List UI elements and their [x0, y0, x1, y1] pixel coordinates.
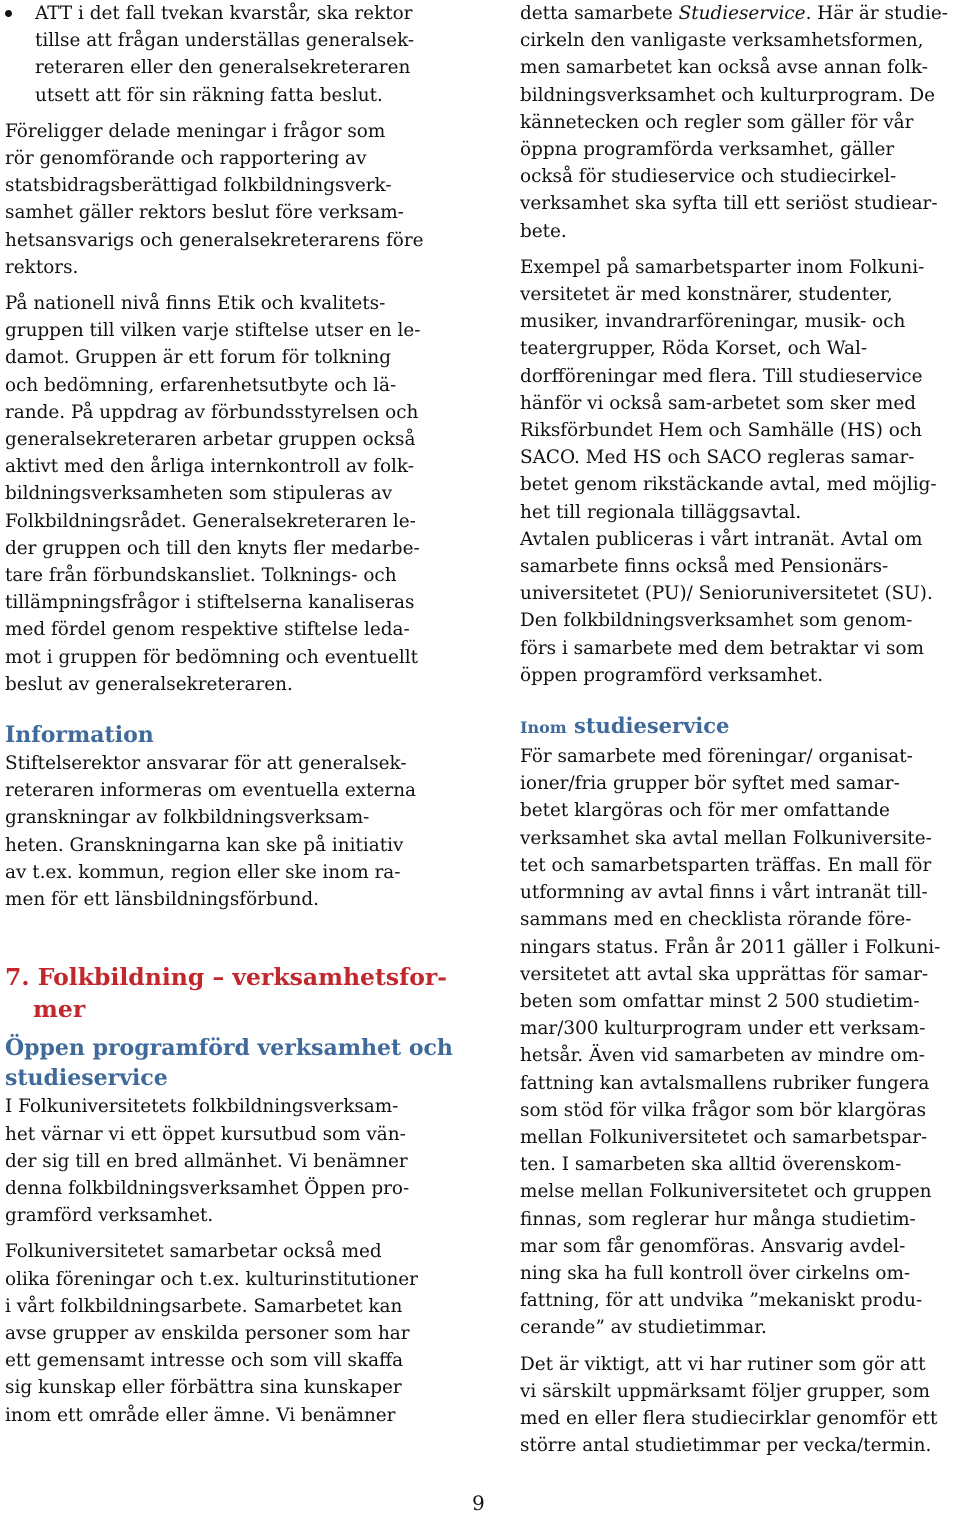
text-line: mot i gruppen för bedömning och eventuellt [5, 646, 418, 668]
right-column [520, 0, 960, 1468]
text-line: av t.ex. kommun, region eller ske inom ra- [5, 861, 401, 883]
text-line: het till regionala tilläggsavtal. [520, 501, 802, 523]
text-line: tillämpningsfrågor i stiftelserna kanaliseras [5, 592, 415, 614]
text-line: sammans med en checklista rörande före- [520, 909, 912, 931]
text-line: inom ett område eller ämne. Vi benämner [5, 1404, 396, 1426]
text-line: Den folkbildningsverksamhet som genom- [520, 610, 913, 632]
text-line: ningars status. Från år 2011 gäller i Folkuni- [520, 936, 941, 958]
text-line: men för ett länsbildningsförbund. [5, 889, 320, 911]
text-line: teatergrupper, Röda Korset, och Wal- [520, 338, 868, 360]
paragraph-delade-meningar [5, 118, 455, 281]
paragraph-oppen-programford [5, 1093, 455, 1229]
text-line: med en eller flera studiecirklar genomför ett [520, 1407, 938, 1429]
paragraph-exempel-samarbetsparter [520, 254, 960, 689]
text-line: verksamhet ska avtal mellan Folkuniversite- [520, 827, 932, 849]
paragraph-studieservice [520, 0, 960, 245]
text-line: Folkbildningsrådet. Generalsekreteraren le- [5, 510, 416, 532]
bullet-item [5, 0, 455, 109]
text-line: fattning kan avtalsmallens rubriker fungera [520, 1072, 930, 1094]
text-line: verksamhet ska syfta till ett seriöst studiear- [520, 193, 938, 215]
text-line: fattning, för att undvika ”mekaniskt produ- [520, 1290, 923, 1312]
text-line: För samarbete med föreningar/ organisat- [520, 746, 913, 768]
text-line: cirkeln den vanligaste verksamhetsformen, [520, 30, 924, 52]
text-line: bete. [520, 220, 567, 242]
text-line: och bedömning, erfarenhetsutbyte och lä- [5, 374, 397, 396]
text-line: Det är viktigt, att vi har rutiner som gör att [520, 1353, 926, 1375]
text-line: rör genomförande och rapportering av [5, 148, 367, 170]
text-line: heten. Granskningarna kan ske på initiativ [5, 834, 404, 856]
left-column [5, 0, 455, 1438]
text-line: samhet gäller rektors beslut före verksam- [5, 202, 404, 224]
text-line: het värnar vi ett öppet kursutbud som vän- [5, 1123, 406, 1145]
text-line: musiker, invandrarföreningar, musik- och [520, 311, 906, 333]
text-line: bildningsverksamheten som stipuleras av [5, 483, 393, 505]
paragraph-samarbetar [5, 1238, 455, 1428]
text-line: gruppen till vilken varje stiftelse utser en le- [5, 320, 421, 342]
text-line: bildningsverksamhet och kulturprogram. De [520, 84, 935, 106]
bullet-text [35, 0, 455, 109]
text-line: tare från förbundskansliet. Tolknings- och [5, 565, 397, 587]
text-line: statsbidragsberättigad folkbildningsverk- [5, 175, 392, 197]
text-line: cerande” av studietimmar. [520, 1317, 767, 1339]
text-line: aktivt med den årliga internkontroll av folk- [5, 456, 414, 478]
text-line: Riksförbundet Hem och Samhälle (HS) och [520, 420, 922, 442]
text-line: gramförd verksamhet. [5, 1205, 214, 1227]
page-number: 9 [472, 1491, 485, 1515]
text-line: reteraren eller den generalsekreteraren [35, 57, 411, 79]
text-line: förs i samarbete med dem betraktar vi som [520, 637, 924, 659]
text-line: versitetet är med konstnärer, studenter, [520, 284, 893, 306]
section-number: 7. [5, 963, 30, 992]
heading-oppen-programford [5, 1033, 455, 1093]
text-line: också för studieservice och studiecirkel- [520, 166, 897, 188]
text-line: detta samarbete Studieservice. Här är studie- [520, 3, 948, 24]
text-line: Exempel på samarbetsparter inom Folkuni- [520, 256, 925, 278]
text-line: kännetecken och regler som gäller för vår [520, 111, 914, 133]
text-line: avse grupper av enskilda personer som har [5, 1322, 410, 1344]
text-line: På nationell nivå finns Etik och kvalitets- [5, 293, 386, 315]
text-line: Folkuniversitetet samarbetar också med [5, 1241, 382, 1263]
text-line: Öppen programförd verksamhet och [5, 1035, 453, 1062]
text-line: generalsekreteraren arbetar gruppen också [5, 429, 416, 451]
heading-inom-rest: studieservice [566, 713, 730, 739]
text-line: vi särskilt uppmärksamt följer grupper, som [520, 1380, 930, 1402]
text-line: SACO. Med HS och SACO regleras samar- [520, 447, 915, 469]
text-line: beslut av generalsekreteraren. [5, 673, 293, 695]
text-line: Stiftelserektor ansvarar för att generalsek- [5, 753, 407, 775]
text-line: betet genom rikstäckande avtal, med möjlig- [520, 474, 937, 496]
text-line: mar/300 kulturprogram under ett verksam- [520, 1018, 926, 1040]
text-line: beten som omfattar minst 2 500 studietim- [520, 990, 920, 1012]
heading-inom-studieservice [520, 711, 960, 743]
heading-section-7 [5, 961, 455, 1025]
text-line: granskningar av folkbildningsverksam- [5, 807, 370, 829]
text-line: Föreligger delade meningar i frågor som [5, 120, 386, 142]
text-line: rande. På uppdrag av förbundsstyrelsen och [5, 401, 419, 423]
text-line: öppna programförda verksamhet, gäller [520, 139, 895, 161]
text-line: ett gemensamt intresse och som vill skaffa [5, 1350, 404, 1372]
text-line: reteraren informeras om eventuella externa [5, 780, 417, 802]
heading-information: Information [5, 722, 154, 749]
paragraph-information [5, 750, 455, 913]
text-line: öppen programförd verksamhet. [520, 664, 824, 686]
text-line: Avtalen publiceras i vårt intranät. Avtal om [520, 528, 923, 550]
text-line: rektors. [5, 256, 79, 278]
text-line: der gruppen och till den knyts fler medarbe- [5, 537, 420, 559]
text-line: större antal studietimmar per vecka/termin. [520, 1435, 932, 1457]
text-line: med fördel genom respektive stiftelse leda- [5, 619, 410, 641]
heading-inom-prefix: Inom [520, 718, 567, 738]
text-line: utsett att för sin räkning fatta beslut. [35, 84, 383, 106]
text-line: ning ska ha full kontroll över cirkelns om- [520, 1262, 911, 1284]
text-line: universitetet (PU)/ Senioruniversitetet (SU). [520, 583, 933, 605]
text-line: versitetet att avtal ska upprättas för samar- [520, 963, 929, 985]
section-title-line2: mer [33, 995, 86, 1024]
text-line: I Folkuniversitetets folkbildningsverksam- [5, 1096, 399, 1118]
text-line: som stöd för vilka frågor som bör klargöras [520, 1099, 927, 1121]
paragraph-inom-studieservice [520, 743, 960, 1341]
text-line: damot. Gruppen är ett forum för tolkning [5, 347, 392, 369]
text-line: denna folkbildningsverksamhet Öppen pro- [5, 1177, 410, 1199]
text-line: finnas, som reglerar hur många studietim- [520, 1208, 916, 1230]
text-line: utformning av avtal finns i vårt intranät till- [520, 882, 928, 904]
text-line: hetsansvarigs och generalsekreterarens före [5, 229, 424, 251]
text-line: hänför vi också sam-arbetet som sker med [520, 392, 917, 414]
text-line: samarbete finns också med Pensionärs- [520, 556, 889, 578]
text-line: ten. I samarbeten ska alltid överenskom- [520, 1154, 902, 1176]
text-line: men samarbetet kan också avse annan folk- [520, 57, 928, 79]
text-line: der sig till en bred allmänhet. Vi benämner [5, 1150, 408, 1172]
text-line: i vårt folkbildningsarbete. Samarbetet kan [5, 1295, 403, 1317]
text-line: ATT i det fall tvekan kvarstår, ska rektor [35, 3, 413, 24]
paragraph-etik-kvalitetsgruppen [5, 290, 455, 698]
text-line: sig kunskap eller förbättra sina kunskaper [5, 1377, 402, 1399]
bullet-dot-icon [5, 10, 12, 17]
paragraph-viktigt [520, 1351, 960, 1460]
text-line: mellan Folkuniversitetet och samarbetspar- [520, 1126, 928, 1148]
text-line: tet och samarbetsparten träffas. En mall för [520, 854, 932, 876]
section-title-line1: Folkbildning – verksamhetsfor- [37, 963, 448, 992]
text-line: tillse att frågan underställas generalsek- [35, 30, 415, 52]
text-line: dorfföreningar med flera. Till studieservice [520, 365, 923, 387]
text-line: melse mellan Folkuniversitetet och gruppen [520, 1181, 932, 1203]
text-line: hetsår. Även vid samarbeten av mindre om- [520, 1045, 925, 1067]
text-line: studieservice [5, 1065, 168, 1092]
text-line: ioner/fria grupper bör syftet med samar- [520, 773, 900, 795]
text-line: mar som får genomföras. Ansvarig avdel- [520, 1235, 906, 1257]
text-line: olika föreningar och t.ex. kulturinstitutioner [5, 1268, 418, 1290]
text-line: betet klargöras och för mer omfattande [520, 800, 890, 822]
